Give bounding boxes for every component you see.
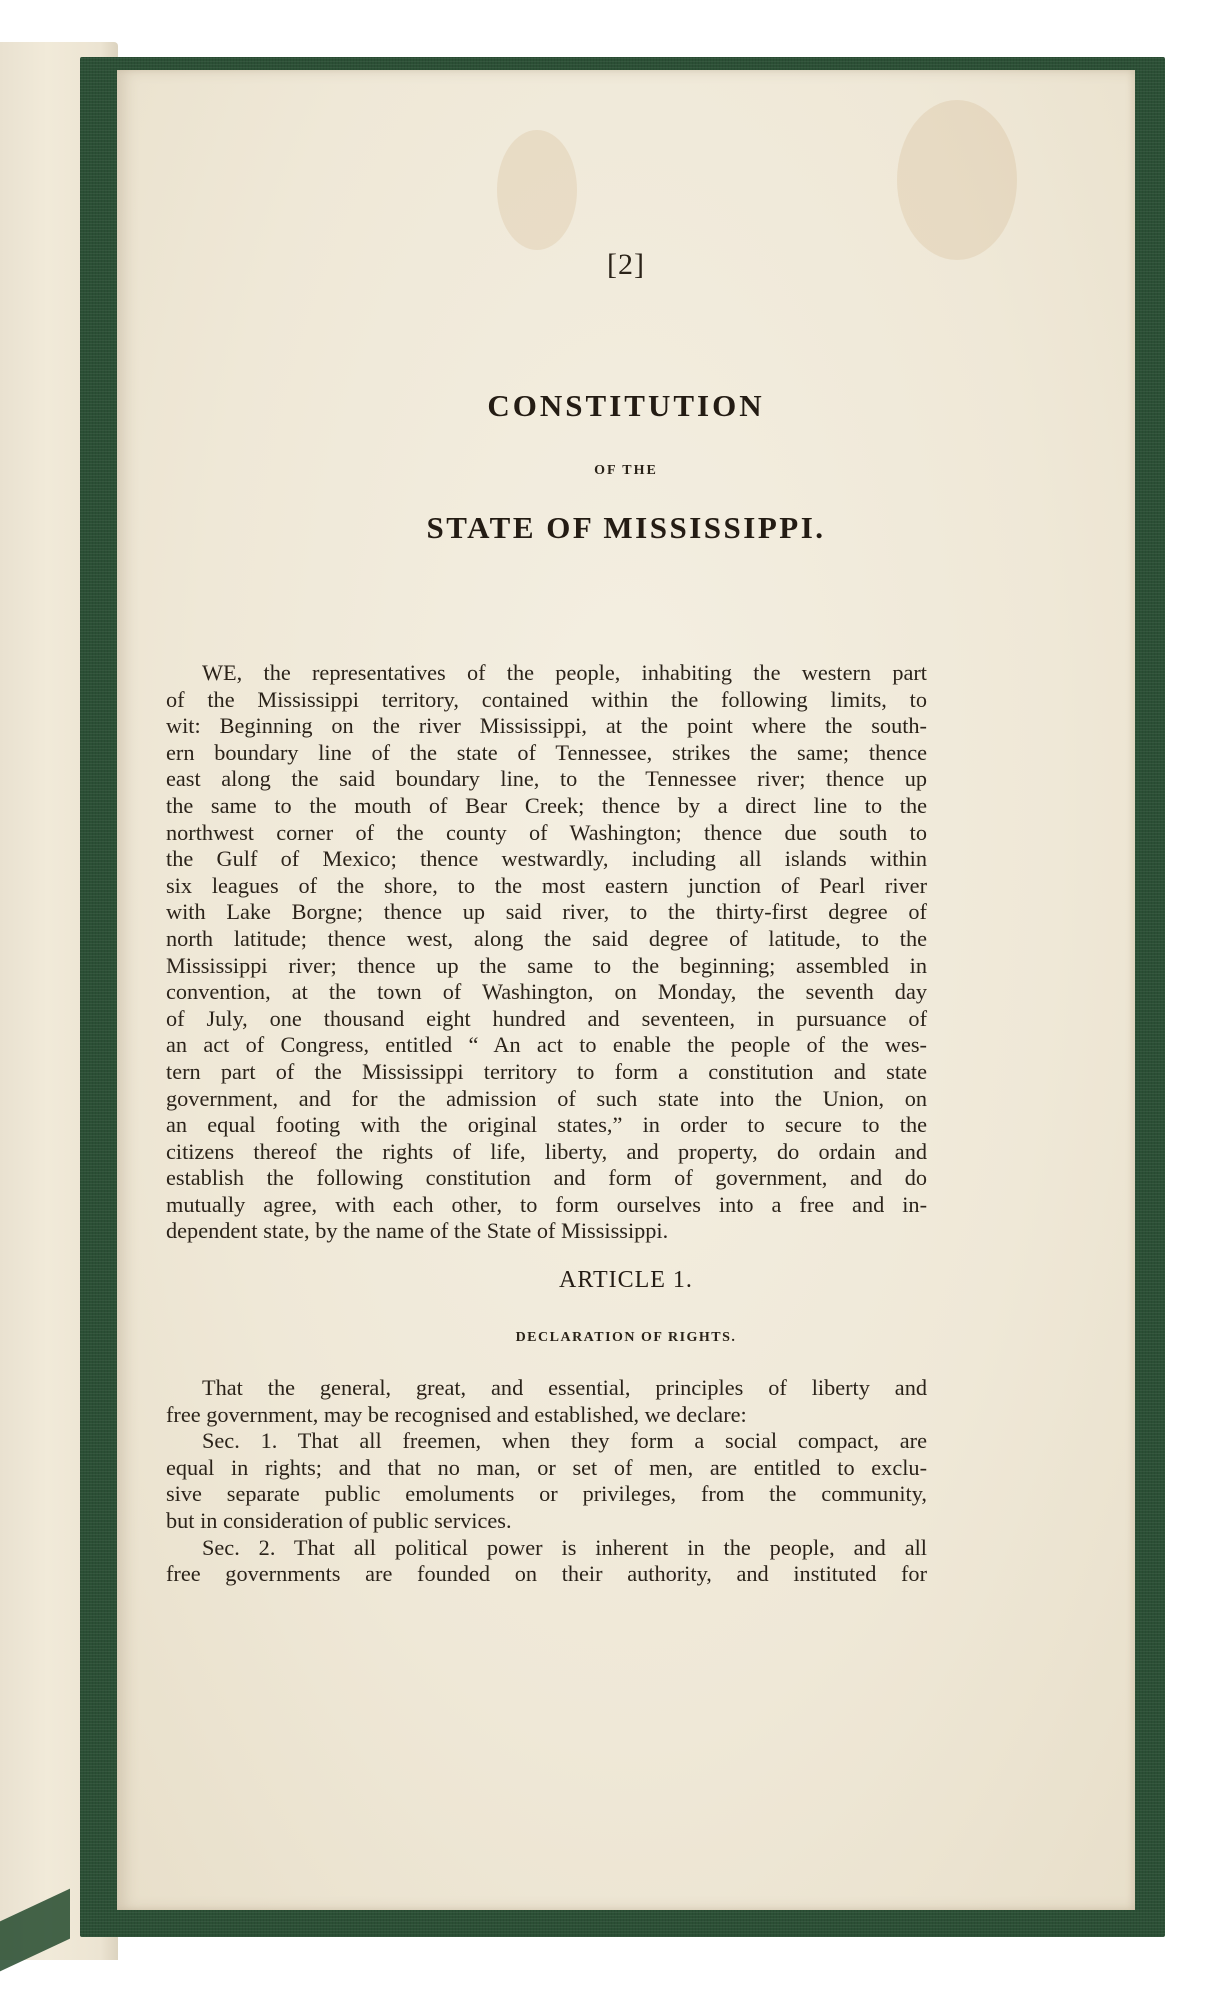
rights-line: free government, may be recognised and established, we declare: — [166, 1401, 747, 1427]
preamble-line: mutually agree, with each other, to form ourselves into a free and in- — [166, 1191, 927, 1217]
preamble-line: establish the following constitution and form of government, and do — [166, 1165, 927, 1191]
preamble-line: east along the said boundary line, to the Tennessee river; thence up — [166, 766, 927, 792]
title-of-the: OF THE — [594, 463, 658, 478]
preamble-line: with Lake Borgne; thence up said river, to the thirty-first degree of — [166, 899, 927, 925]
rights-line: but in consideration of public services. — [166, 1507, 512, 1533]
preamble-line: tern part of the Mississippi territory to form a constitution and state — [166, 1058, 927, 1084]
rights-line: sive separate public emoluments or privileges, from the community, — [166, 1481, 927, 1507]
preamble-line: wit: Beginning on the river Mississippi, at the point where the south- — [166, 713, 927, 739]
article-subheading: DECLARATION OF RIGHTS. — [515, 1330, 737, 1345]
preamble-line: the Gulf of Mexico; thence westwardly, including all islands within — [166, 846, 927, 872]
preamble-line: northwest corner of the county of Washington; thence due south to — [166, 819, 927, 845]
preamble-line: government, and for the admission of such state into the Union, on — [166, 1085, 927, 1111]
preamble-line: dependent state, by the name of the State of Mississippi. — [166, 1218, 669, 1244]
preamble-line: ern boundary line of the state of Tennessee, strikes the same; thence — [166, 739, 927, 765]
declaration-of-rights — [166, 1375, 927, 1588]
preamble-line: WE, the representatives of the people, inhabiting the western part — [202, 660, 927, 685]
preamble-line: of the Mississippi territory, contained within the following limits, to — [166, 686, 927, 712]
right-page — [117, 70, 1135, 1910]
rights-line: equal in rights; and that no man, or set of men, are entitled to exclu- — [166, 1454, 927, 1480]
preamble-line: north latitude; thence west, along the said degree of latitude, to the — [166, 925, 927, 951]
rights-line: That the general, great, and essential, principles of liberty and — [202, 1375, 927, 1400]
title-state: STATE OF MISSISSIPPI. — [426, 510, 826, 545]
preamble-line: citizens thereof the rights of life, liberty, and property, do ordain and — [166, 1138, 927, 1164]
preamble-line: an act of Congress, entitled “ An act to enable the people of the wes- — [166, 1032, 927, 1058]
foxing-stain — [497, 130, 577, 250]
rights-line: Sec. 2. That all political power is inherent in the people, and all — [202, 1534, 927, 1560]
foxing-stain — [897, 100, 1017, 260]
rights-line: Sec. 1. That all freemen, when they form a social compact, are — [202, 1428, 927, 1454]
preamble — [166, 660, 927, 1245]
preamble-line: the same to the mouth of Bear Creek; thence by a direct line to the — [166, 792, 927, 818]
article-heading: ARTICLE 1. — [559, 1267, 693, 1293]
preamble-line: of July, one thousand eight hundred and seventeen, in pursuance of — [166, 1005, 927, 1031]
preamble-line: Mississippi river; thence up the same to the beginning; assembled in — [166, 952, 927, 978]
preamble-line: convention, at the town of Washington, on Monday, the seventh day — [166, 979, 927, 1005]
page-number: [2] — [607, 248, 645, 281]
preamble-line: six leagues of the shore, to the most eastern junction of Pearl river — [166, 872, 927, 898]
rights-line: free governments are founded on their authority, and instituted for — [166, 1561, 927, 1587]
preamble-line: an equal footing with the original states,” in order to secure to the — [166, 1112, 927, 1138]
title-constitution: CONSTITUTION — [487, 388, 765, 423]
